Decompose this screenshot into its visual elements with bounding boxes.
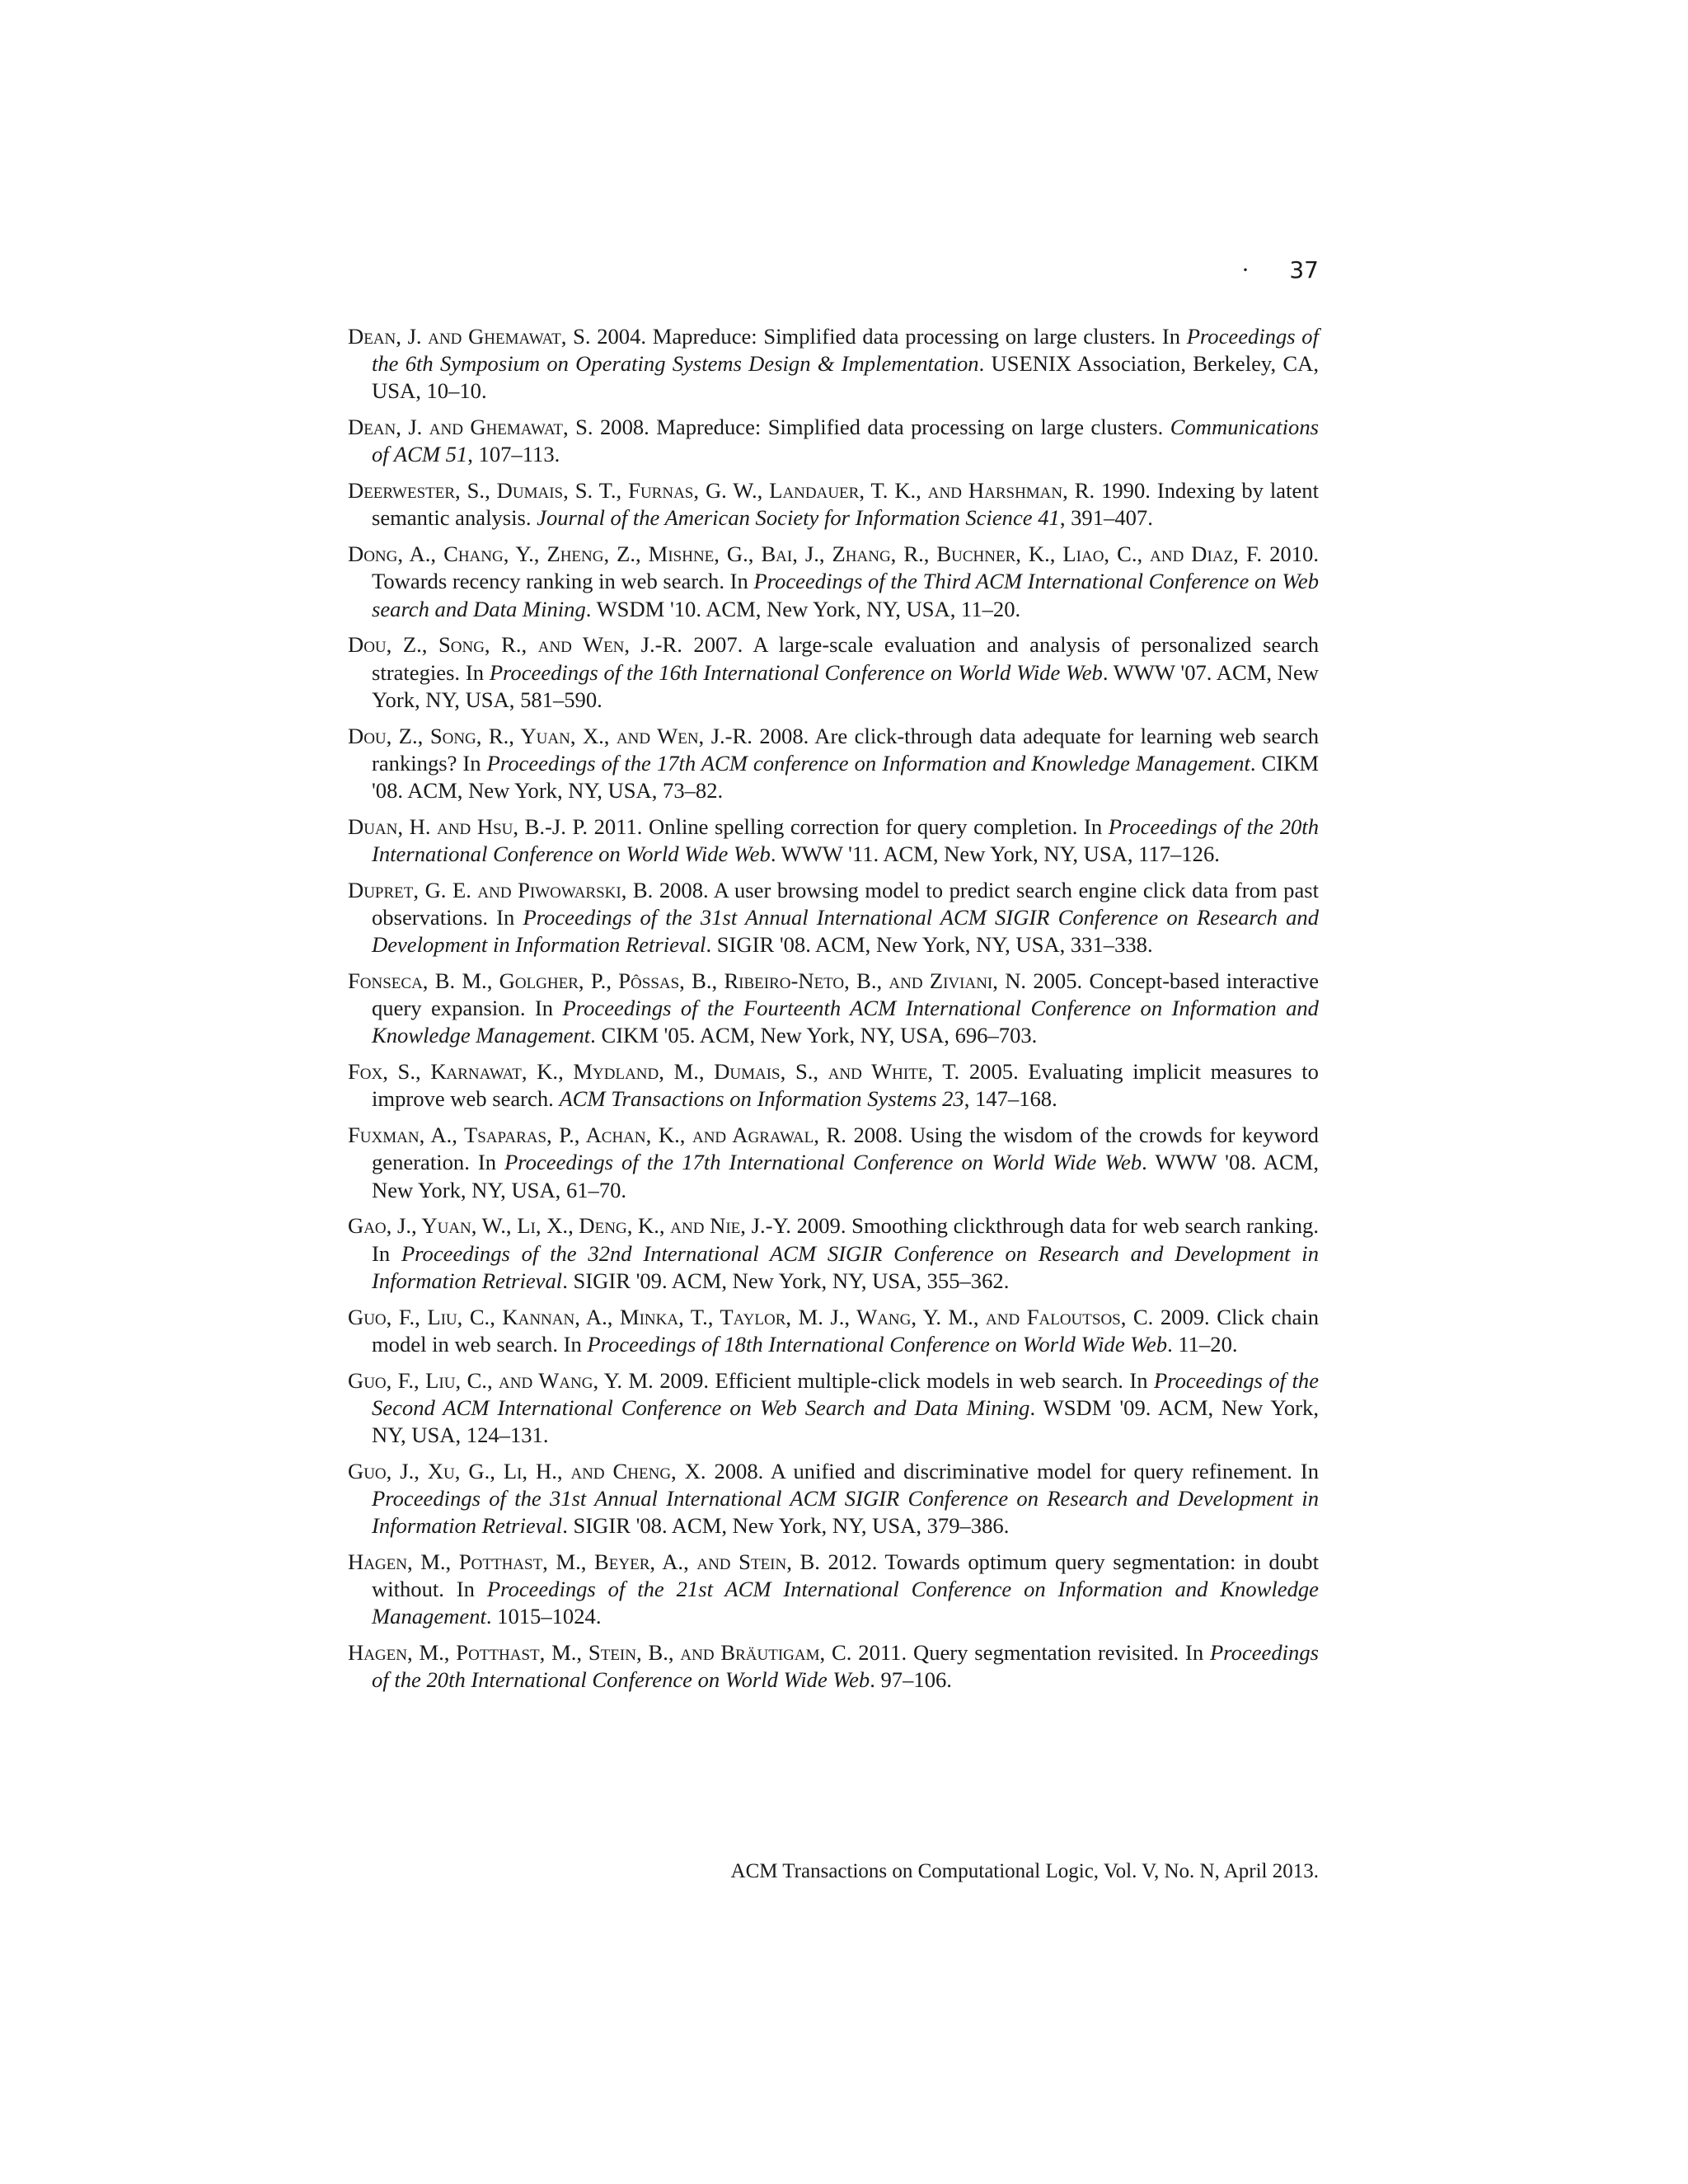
reference-text: 2005. Concept-based interactive query expansion. In [372, 968, 1319, 1021]
reference-venue: Proceedings of the Third ACM International Conference on Web search and Data Mining [372, 569, 1320, 621]
reference-authors: Fuxman, A., Tsaparas, P., Achan, K., and Agrawal, R. [348, 1122, 846, 1148]
reference-text: 2007. A large-scale evaluation and analysis of personalized search strategies. In [372, 632, 1319, 685]
reference-entry [348, 1639, 1319, 1694]
page-number: 37 [1289, 256, 1319, 284]
reference-text: 2011. Query segmentation revisited. In [851, 1640, 1211, 1666]
journal-footer: ACM Transactions on Computational Logic, Vol. V, No. N, April 2013. [730, 1860, 1319, 1882]
reference-text: 2008. A user browsing model to predict search engine click data from past observations. In [372, 877, 1319, 930]
reference-entry [348, 1304, 1319, 1358]
reference-authors: Hagen, M., Potthast, M., Beyer, A., and Stein, B. [348, 1549, 820, 1575]
reference-authors: Dean, J. and Ghemawat, S. [348, 415, 593, 440]
reference-authors: Fox, S., Karnawat, K., Mydland, M., Dumais, S., and White, T. [348, 1059, 960, 1085]
reference-authors: Deerwester, S., Dumais, S. T., Furnas, G. W., Landauer, T. K., and Harshman, R. [348, 478, 1095, 504]
reference-entry [348, 968, 1319, 1050]
reference-entry [348, 323, 1319, 405]
reference-text: 2008. A unified and discriminative model for query refinement. In [706, 1458, 1319, 1483]
reference-venue: Journal of the American Society for Information Science 41 [537, 505, 1060, 531]
reference-venue: Proceedings of the 17th International Conference on World Wide Web [504, 1150, 1142, 1175]
reference-details: , 391–407. [1059, 505, 1153, 531]
reference-text: 2011. Online spelling correction for query completion. In [587, 813, 1109, 839]
reference-venue: Proceedings of the 20th International Conference on World Wide Web [372, 1640, 1319, 1693]
reference-venue: Proceedings of the 31st Annual International ACM SIGIR Conference on Research and Development in Information Retrieval [372, 1486, 1319, 1539]
reference-venue: Proceedings of the Second ACM International Conference on Web Search and Data Mining [372, 1367, 1319, 1420]
reference-entry [348, 631, 1319, 714]
reference-venue: Proceedings of 18th International Conference on World Wide Web [587, 1331, 1168, 1357]
reference-venue: Proceedings of the 21st ACM International Conference on Information and Knowledge Management [372, 1577, 1319, 1629]
reference-text: 1990. Indexing by latent semantic analysis. [372, 478, 1319, 531]
reference-details: . 1015–1024. [485, 1604, 602, 1629]
reference-details: . CIKM '08. ACM, New York, NY, USA, 73–82. [372, 750, 1319, 804]
reference-text: 2012. Towards optimum query segmentation: in doubt without. In [372, 1549, 1319, 1602]
reference-details: . 11–20. [1167, 1331, 1238, 1357]
running-header [346, 254, 1319, 287]
reference-entry [348, 877, 1319, 959]
reference-venue: Proceedings of the 6th Symposium on Operating Systems Design & Implementation [372, 324, 1319, 377]
reference-authors: Guo, F., Liu, C., and Wang, Y. M. [348, 1367, 654, 1393]
reference-details: . SIGIR '09. ACM, New York, NY, USA, 355–362. [562, 1268, 1010, 1293]
reference-text: 2009. Efficient multiple-click models in web search. In [653, 1367, 1154, 1393]
reference-authors: Duan, H. and Hsu, B.-J. P. [348, 813, 588, 839]
reference-authors: Dean, J. and Ghemawat, S. [348, 324, 591, 349]
reference-venue: Proceedings of the 20th International Conference on World Wide Web [372, 813, 1319, 867]
reference-entry [348, 1549, 1319, 1631]
reference-details: . SIGIR '08. ACM, New York, NY, USA, 379–386. [562, 1513, 1010, 1539]
reference-venue: Proceedings of the Fourteenth ACM International Conference on Information and Knowledge Management [372, 996, 1319, 1048]
reference-authors: Dou, Z., Song, R., Yuan, X., and Wen, J.-R. [348, 723, 753, 748]
reference-authors: Guo, F., Liu, C., Kannan, A., Minka, T., Taylor, M. J., Wang, Y. M., and Faloutsos, C. [348, 1304, 1154, 1329]
reference-venue: Communications of ACM 51 [372, 415, 1319, 467]
reference-details: , 107–113. [467, 442, 560, 467]
reference-authors: Fonseca, B. M., Golgher, P., Pôssas, B., Ribeiro-Neto, B., and Ziviani, N. [348, 968, 1027, 994]
reference-entry [348, 541, 1319, 623]
reference-venue: Proceedings of the 17th ACM conference on Information and Knowledge Management [486, 750, 1250, 776]
reference-text: 2008. Using the wisdom of the crowds for keyword generation. In [372, 1122, 1319, 1175]
reference-entry [348, 1458, 1319, 1540]
reference-details: . WWW '08. ACM, New York, NY, USA, 61–70. [372, 1150, 1319, 1202]
reference-details: . SIGIR '08. ACM, New York, NY, USA, 331–338. [706, 932, 1153, 958]
reference-details: . CIKM '05. ACM, New York, NY, USA, 696–703. [590, 1023, 1038, 1048]
reference-authors: Hagen, M., Potthast, M., Stein, B., and Bräutigam, C. [348, 1640, 852, 1666]
reference-entry [348, 1212, 1319, 1295]
reference-entry [348, 414, 1319, 468]
reference-entry [348, 1122, 1319, 1204]
reference-authors: Dong, A., Chang, Y., Zheng, Z., Mishne, G., Bai, J., Zhang, R., Buchner, K., Liao, C., and Diaz, F. [348, 541, 1263, 567]
reference-text: 2004. Mapreduce: Simplified data processing on large clusters. In [590, 324, 1187, 349]
reference-entry [348, 1367, 1319, 1450]
reference-details: . WSDM '10. ACM, New York, NY, USA, 11–20. [585, 596, 1021, 621]
header-separator: · [1241, 256, 1250, 284]
reference-venue: Proceedings of the 32nd International ACM SIGIR Conference on Research and Development in Information Retrieval [372, 1240, 1319, 1293]
reference-venue: Proceedings of the 16th International Conference on World Wide Web [489, 659, 1103, 685]
reference-details: . WWW '07. ACM, New York, NY, USA, 581–590. [372, 659, 1319, 712]
reference-venue: ACM Transactions on Information Systems 23 [559, 1086, 964, 1112]
reference-text: 2010. Towards recency ranking in web search. In [372, 541, 1319, 594]
reference-details: . USENIX Association, Berkeley, CA, USA, 10–10. [372, 351, 1319, 404]
reference-text: 2008. Are click-through data adequate for learning web search rankings? In [372, 723, 1319, 776]
reference-details: , 147–168. [964, 1086, 1057, 1112]
reference-details: . 97–106. [870, 1667, 952, 1693]
reference-authors: Guo, J., Xu, G., Li, H., and Cheng, X. [348, 1458, 706, 1483]
reference-entry [348, 477, 1319, 532]
reference-authors: Dupret, G. E. and Piwowarski, B. [348, 877, 654, 902]
reference-text: 2005. Evaluating implicit measures to improve web search. [372, 1059, 1319, 1112]
reference-text: 2009. Smoothing clickthrough data for web search ranking. In [372, 1213, 1319, 1266]
reference-details: . WSDM '09. ACM, New York, NY, USA, 124–131. [372, 1394, 1319, 1448]
reference-authors: Dou, Z., Song, R., and Wen, J.-R. [348, 632, 682, 658]
reference-text: 2008. Mapreduce: Simplified data processing on large clusters. [593, 415, 1170, 440]
reference-entry [348, 813, 1319, 868]
reference-details: . WWW '11. ACM, New York, NY, USA, 117–126. [770, 841, 1220, 867]
reference-entry [348, 1058, 1319, 1113]
reference-list [348, 323, 1319, 1703]
reference-authors: Gao, J., Yuan, W., Li, X., Deng, K., and Nie, J.-Y. [348, 1213, 791, 1239]
reference-entry [348, 723, 1319, 805]
reference-venue: Proceedings of the 31st Annual International ACM SIGIR Conference on Research and Development in Information Retrieval [372, 905, 1319, 958]
reference-text: 2009. Click chain model in web search. In [372, 1304, 1319, 1357]
